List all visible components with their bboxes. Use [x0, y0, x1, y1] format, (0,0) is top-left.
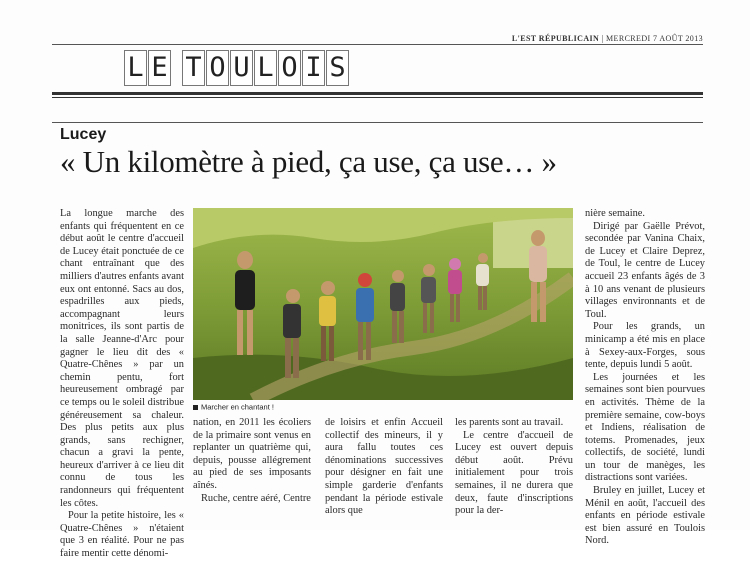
section-title-letter: O [206, 50, 229, 86]
section-rule-thin [52, 97, 703, 98]
caption-bullet-icon [193, 405, 198, 410]
section-title-letter: I [302, 50, 325, 86]
headline-rule [52, 122, 703, 123]
section-title-letter: L [124, 50, 147, 86]
photo-caption [193, 402, 274, 412]
article-kicker: Lucey [60, 126, 107, 143]
section-title-letter: S [326, 50, 349, 86]
article-column-4 [455, 417, 573, 518]
section-title-letter: L [254, 50, 277, 86]
article-headline: « Un kilomètre à pied, ça use, ça use… » [60, 144, 557, 179]
paragraph: La longue marche des enfants qui fréquentent en ce début août le centre d'accueil de Lucey était ponctuée de ce chant entraînant que des milliers d'autres enfants avant eux ont entonné. Sacs au dos, espadrilles aux pieds, accompagnant leurs monitrices, ils sont partis de la salle Jeanne-d'Arc pour gagner le lieu dit des « Quatre-Chênes » par un chemin pentu, fort heureusement ombragé par ce temps ou le soleil distribue généreusement sa chaleur. Des plus petits aux plus grands, sans rechigner, chacun a gravi la pente, heureux d'arriver à ce lieu dit connu de tous les randonneurs qui fréquentent les côtes. [60, 208, 184, 509]
paragraph: les parents sont au travail. [455, 417, 564, 428]
paragraph: Ruche, centre aéré, Centre [201, 492, 311, 504]
header-rule [52, 44, 703, 45]
masthead-line [52, 34, 703, 44]
paragraph: de loisirs et enfin Accueil collectif des mineurs, il y aura fallu toutes ces dénominations successives pour désigner en fait une simple garderie d'enfants pendant la période estivale alors que [325, 417, 443, 517]
article-column-2 [193, 417, 311, 505]
masthead-separator: | [601, 34, 604, 43]
paragraph: Dirigé par Gaëlle Prévot, secondée par Vanina Chaix, de Lucey et Claire Deprez, de Toul, le centre de Lucey accueil 23 enfants âgés de 3 à 10 ans venant de plusieurs villages environnants et de Toul. [585, 220, 705, 320]
paragraph: Pour les grands, un minicamp a été mis en place à Sexey-aux-Forges, sous tente, depuis lundi 5 août. [585, 321, 705, 371]
paragraph: Les journées et les semaines sont bien pourvues en activités. Thème de la première semaine, cow-boys et Indiens, réalisation de totems. Promenades, jeux collectifs, de société, lundi un tour de manèges, les distractions sont variées. [585, 371, 705, 484]
section-rule-thick [52, 92, 703, 95]
article-photo [193, 208, 573, 400]
publication-date: MERCREDI 7 AOÛT 2013 [606, 34, 703, 43]
article-column-5 [585, 208, 705, 548]
caption-text: Marcher en chantant ! [201, 402, 274, 412]
paragraph: Le centre d'accueil de Lucey est ouvert depuis début août. Prévu initialement pour trois semaines, il ne durera que deux, faute d'inscriptions pour la der- [455, 429, 573, 517]
paragraph: nation, en 2011 les écoliers de la primaire sont venus en replanter un quatrième qui, depuis, pousse allégrement au pied de ses imposants aînés. [193, 417, 311, 491]
paragraph: Bruley en juillet, Lucey et Ménil en août, l'accueil des enfants en période estivale est bien assuré en Toulois Nord. [585, 485, 705, 547]
paragraph: Pour la petite histoire, les « Quatre-Chênes » n'étaient que 3 en réalité. Pour ne pas faire mentir cette dénomi- [60, 510, 184, 560]
section-title-gap [172, 50, 182, 86]
article-column-1 [60, 208, 184, 561]
article-column-3 [325, 417, 443, 518]
paper-name: L'EST RÉPUBLICAIN [511, 34, 600, 43]
section-title-letter: T [182, 50, 205, 86]
section-title-letter: E [148, 50, 171, 86]
section-title-letter: O [278, 50, 301, 86]
paragraph: nière semaine. [585, 208, 646, 219]
section-title [124, 50, 350, 86]
section-title-letter: U [230, 50, 253, 86]
